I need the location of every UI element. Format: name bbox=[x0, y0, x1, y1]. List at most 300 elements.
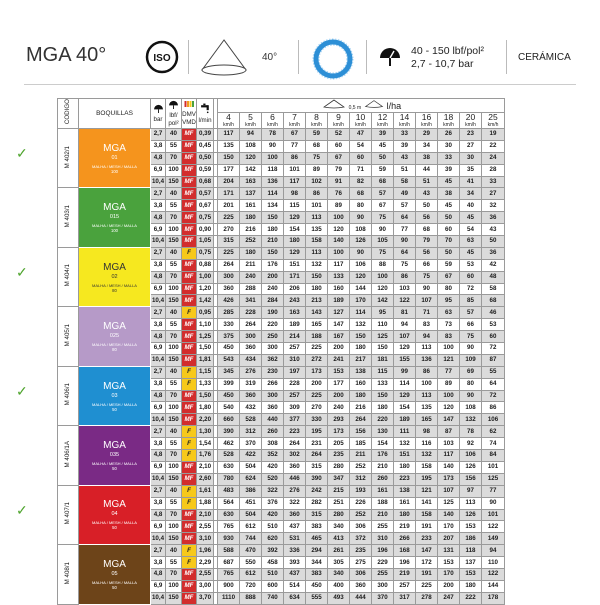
lha-value: 210 bbox=[372, 461, 394, 473]
lha-value: 352 bbox=[262, 450, 284, 462]
lha-value: 176 bbox=[262, 259, 284, 271]
flow-lmin: 0,45 bbox=[197, 140, 214, 152]
lha-value: 620 bbox=[262, 533, 284, 545]
lha-value: 66 bbox=[416, 259, 438, 271]
lha-value: 564 bbox=[218, 497, 240, 509]
lha-value: 34 bbox=[460, 188, 482, 200]
lha-value: 231 bbox=[306, 438, 328, 450]
lha-value: 40 bbox=[460, 200, 482, 212]
speed-col-12 bbox=[372, 113, 394, 129]
lha-value: 154 bbox=[394, 402, 416, 414]
lha-value: 504 bbox=[240, 461, 262, 473]
lha-value: 114 bbox=[394, 378, 416, 390]
lha-value: 276 bbox=[240, 366, 262, 378]
lha-value: 144 bbox=[482, 580, 505, 592]
lha-value: 377 bbox=[284, 414, 306, 426]
speed-col-10 bbox=[350, 113, 372, 129]
lha-value: 191 bbox=[416, 568, 438, 580]
mesh-label: MALHA / MESH / MALLA bbox=[92, 342, 137, 348]
nozzle-code: M 406/1 bbox=[58, 366, 79, 425]
lha-value: 493 bbox=[328, 592, 350, 604]
droplet-class: F bbox=[182, 545, 197, 557]
lha-value: 322 bbox=[284, 497, 306, 509]
lha-value: 434 bbox=[240, 354, 262, 366]
lha-value: 634 bbox=[284, 592, 306, 604]
lha-value: 58 bbox=[482, 283, 505, 295]
lha-value: 84 bbox=[482, 450, 505, 462]
pressure-gauge-icon bbox=[153, 104, 164, 113]
nozzle-number: 035 bbox=[109, 451, 120, 458]
lha-value: 446 bbox=[284, 473, 306, 485]
lha-value: 127 bbox=[328, 307, 350, 319]
lha-value: 180 bbox=[350, 343, 372, 355]
lha-value: 150 bbox=[218, 152, 240, 164]
table-row bbox=[58, 366, 505, 378]
lha-value: 134 bbox=[262, 200, 284, 212]
lha-value: 264 bbox=[240, 319, 262, 331]
pressure-lbf: 55 bbox=[166, 438, 182, 450]
lha-value: 210 bbox=[262, 236, 284, 248]
col-lmin: l/min bbox=[197, 99, 214, 129]
nozzle-name: MGA bbox=[103, 499, 126, 511]
droplet-class: MF bbox=[182, 152, 197, 164]
nozzle-code: M 406/1A bbox=[58, 426, 79, 485]
lha-value: 108 bbox=[350, 224, 372, 236]
flow-lmin: 0,88 bbox=[197, 259, 214, 271]
nozzle-name: MGA bbox=[103, 380, 126, 392]
droplet-class: F bbox=[182, 438, 197, 450]
speed-unit: km/h bbox=[399, 122, 410, 128]
speed-col-6 bbox=[262, 113, 284, 129]
lha-value: 161 bbox=[372, 485, 394, 497]
droplet-class: MF bbox=[182, 533, 197, 545]
nozzle-number: 02 bbox=[111, 273, 118, 280]
lha-value: 141 bbox=[416, 497, 438, 509]
lha-value: 214 bbox=[284, 331, 306, 343]
lha-value: 82 bbox=[350, 176, 372, 188]
pressure-bar: 3,8 bbox=[151, 140, 166, 152]
lha-value: 90 bbox=[350, 247, 372, 259]
lha-value: 225 bbox=[306, 390, 328, 402]
flow-lmin: 2,55 bbox=[197, 521, 214, 533]
lha-value: 78 bbox=[460, 426, 482, 438]
pressure-lbf: 40 bbox=[166, 426, 182, 438]
lha-value: 315 bbox=[218, 236, 240, 248]
lha-value: 180 bbox=[240, 247, 262, 259]
mesh-label: MALHA / MESH / MALLA bbox=[92, 520, 137, 526]
flow-lmin: 1,50 bbox=[197, 343, 214, 355]
lha-value: 180 bbox=[460, 580, 482, 592]
droplet-class: MF bbox=[182, 188, 197, 200]
lha-value: 122 bbox=[482, 521, 505, 533]
lha-value: 294 bbox=[306, 545, 328, 557]
pressure-lbf: 40 bbox=[166, 188, 182, 200]
lha-value: 80 bbox=[438, 283, 460, 295]
nozzle-number: 015 bbox=[109, 214, 120, 221]
lha-value: 310 bbox=[284, 354, 306, 366]
lha-value: 44 bbox=[416, 164, 438, 176]
lha-value: 95 bbox=[372, 307, 394, 319]
droplet-class: MF bbox=[182, 129, 197, 141]
lha-value: 100 bbox=[328, 212, 350, 224]
pressure-lbf: 150 bbox=[166, 295, 182, 307]
speed-col-25 bbox=[482, 113, 505, 129]
lha-value: 206 bbox=[284, 283, 306, 295]
lha-value: 450 bbox=[218, 343, 240, 355]
lha-value: 250 bbox=[262, 331, 284, 343]
lha-value: 94 bbox=[240, 129, 262, 141]
lha-value: 196 bbox=[372, 545, 394, 557]
lha-value: 543 bbox=[218, 354, 240, 366]
lha-value: 77 bbox=[482, 485, 505, 497]
lha-value: 1110 bbox=[218, 592, 240, 604]
lha-value: 220 bbox=[262, 319, 284, 331]
lha-value: 170 bbox=[350, 295, 372, 307]
lha-value: 315 bbox=[306, 509, 328, 521]
speed-unit: km/h bbox=[443, 122, 454, 128]
droplet-class: MF bbox=[182, 164, 197, 176]
lha-value: 132 bbox=[350, 319, 372, 331]
lha-value: 35 bbox=[460, 164, 482, 176]
nozzle-name: MGA bbox=[103, 439, 126, 451]
pressure-lbf: 55 bbox=[166, 319, 182, 331]
lha-value: 118 bbox=[262, 164, 284, 176]
lha-value: 280 bbox=[328, 461, 350, 473]
lha-value: 78 bbox=[262, 129, 284, 141]
pressure-bar: 3,8 bbox=[151, 497, 166, 509]
lha-value: 195 bbox=[306, 426, 328, 438]
droplet-class: MF bbox=[182, 402, 197, 414]
lha-value: 68 bbox=[372, 176, 394, 188]
material-label: CERÁMICA bbox=[518, 52, 571, 63]
lha-value: 142 bbox=[240, 164, 262, 176]
lha-value: 340 bbox=[328, 521, 350, 533]
lha-value: 216 bbox=[350, 402, 372, 414]
lha-value: 170 bbox=[438, 521, 460, 533]
divider bbox=[366, 40, 367, 74]
flow-lmin: 3,10 bbox=[197, 533, 214, 545]
lha-value: 45 bbox=[460, 212, 482, 224]
mesh-label: MALHA / MESH / MALLA bbox=[92, 579, 137, 585]
speed-col-14 bbox=[394, 113, 416, 129]
lha-value: 630 bbox=[218, 509, 240, 521]
lha-value: 360 bbox=[284, 509, 306, 521]
lha-value: 24 bbox=[482, 152, 505, 164]
lha-value: 270 bbox=[218, 224, 240, 236]
pressure-bar: 3,8 bbox=[151, 438, 166, 450]
lha-value: 161 bbox=[394, 497, 416, 509]
flow-lmin: 1,96 bbox=[197, 545, 214, 557]
lha-value: 154 bbox=[372, 438, 394, 450]
droplet-class: MF bbox=[182, 271, 197, 283]
lha-value: 88 bbox=[372, 259, 394, 271]
pressure-bar: 4,8 bbox=[151, 331, 166, 343]
lha-value: 458 bbox=[262, 557, 284, 569]
lha-value: 63 bbox=[438, 307, 460, 319]
lha-value: 426 bbox=[218, 295, 240, 307]
pressure-bar: 10,4 bbox=[151, 414, 166, 426]
flow-lmin: 0,75 bbox=[197, 212, 214, 224]
droplet-class: MF bbox=[182, 236, 197, 248]
lha-value: 217 bbox=[350, 354, 372, 366]
nozzle-code: M 403/1 bbox=[58, 188, 79, 247]
lha-value: 312 bbox=[350, 473, 372, 485]
lha-value: 216 bbox=[240, 224, 262, 236]
lha-value: 76 bbox=[328, 188, 350, 200]
lha-value: 930 bbox=[218, 533, 240, 545]
lha-value: 79 bbox=[416, 236, 438, 248]
lha-value: 437 bbox=[284, 521, 306, 533]
lha-value: 285 bbox=[218, 307, 240, 319]
lha-value: 555 bbox=[306, 592, 328, 604]
flow-lmin: 0,59 bbox=[197, 164, 214, 176]
table-row bbox=[58, 307, 505, 319]
lha-value: 276 bbox=[284, 485, 306, 497]
lha-value: 612 bbox=[240, 521, 262, 533]
lha-value: 64 bbox=[482, 378, 505, 390]
lha-value: 195 bbox=[416, 473, 438, 485]
nozzle-number: 05 bbox=[111, 570, 118, 577]
lha-value: 111 bbox=[394, 426, 416, 438]
lha-value: 100 bbox=[372, 271, 394, 283]
col-bar: bar bbox=[151, 99, 166, 129]
droplet-class: F bbox=[182, 366, 197, 378]
droplet-class: MF bbox=[182, 319, 197, 331]
flow-lmin: 1,00 bbox=[197, 271, 214, 283]
lha-value: 185 bbox=[350, 438, 372, 450]
lha-value: 53 bbox=[482, 319, 505, 331]
col-codigo: CÓDIGO bbox=[58, 99, 79, 129]
lha-value: 504 bbox=[240, 509, 262, 521]
lha-value: 86 bbox=[284, 152, 306, 164]
mesh-label: MALHA / MESH / MALLA bbox=[92, 401, 137, 407]
pressure-lbf: 100 bbox=[166, 164, 182, 176]
lha-value: 528 bbox=[218, 450, 240, 462]
lha-value: 156 bbox=[350, 426, 372, 438]
lha-value: 107 bbox=[394, 331, 416, 343]
flow-lmin: 0,68 bbox=[197, 176, 214, 188]
speed-col-5 bbox=[240, 113, 262, 129]
lha-value: 137 bbox=[460, 557, 482, 569]
pressure-bar: 3,8 bbox=[151, 378, 166, 390]
droplet-class: MF bbox=[182, 568, 197, 580]
droplet-class: F bbox=[182, 485, 197, 497]
pressure-bar: 2,7 bbox=[151, 307, 166, 319]
nozzle-swatch bbox=[79, 485, 151, 544]
lha-value: 106 bbox=[482, 414, 505, 426]
lha-value: 765 bbox=[218, 521, 240, 533]
lha-value: 58 bbox=[394, 176, 416, 188]
lha-value: 87 bbox=[438, 426, 460, 438]
lha-value: 147 bbox=[416, 545, 438, 557]
pressure-bar: 4,8 bbox=[151, 212, 166, 224]
mesh-number: 80 bbox=[112, 347, 117, 353]
lha-value: 376 bbox=[262, 497, 284, 509]
lha-value: 110 bbox=[372, 319, 394, 331]
lha-value: 514 bbox=[284, 580, 306, 592]
nozzle-name: MGA bbox=[103, 321, 126, 333]
pressure-bar: 3,8 bbox=[151, 259, 166, 271]
lha-value: 105 bbox=[372, 236, 394, 248]
lha-value: 122 bbox=[482, 568, 505, 580]
lha-value: 390 bbox=[218, 426, 240, 438]
pressure-bar: 6,9 bbox=[151, 164, 166, 176]
lha-value: 49 bbox=[394, 188, 416, 200]
lha-value: 56 bbox=[416, 247, 438, 259]
lha-value: 129 bbox=[284, 247, 306, 259]
droplet-class: MF bbox=[182, 140, 197, 152]
lha-value: 172 bbox=[416, 557, 438, 569]
lha-value: 393 bbox=[284, 557, 306, 569]
pressure-lbf: 55 bbox=[166, 140, 182, 152]
lha-value: 132 bbox=[306, 259, 328, 271]
lha-value: 86 bbox=[482, 402, 505, 414]
lha-value: 90 bbox=[394, 236, 416, 248]
lha-value: 121 bbox=[438, 354, 460, 366]
pressure-bar: 3,8 bbox=[151, 200, 166, 212]
lha-value: 151 bbox=[394, 450, 416, 462]
lha-value: 106 bbox=[350, 259, 372, 271]
pressure-bar: 4,8 bbox=[151, 271, 166, 283]
lha-value: 114 bbox=[262, 188, 284, 200]
lha-value: 150 bbox=[372, 343, 394, 355]
lha-value: 278 bbox=[416, 592, 438, 604]
lha-value: 41 bbox=[460, 176, 482, 188]
lha-value: 59 bbox=[438, 259, 460, 271]
lha-value: 588 bbox=[218, 545, 240, 557]
mesh-label: MALHA / MESH / MALLA bbox=[92, 163, 137, 169]
speed-unit: km/h bbox=[355, 122, 366, 128]
flow-lmin: 2,60 bbox=[197, 473, 214, 485]
lha-value: 47 bbox=[350, 129, 372, 141]
pressure-bar: 10,4 bbox=[151, 236, 166, 248]
lha-value: 282 bbox=[306, 497, 328, 509]
lha-value: 113 bbox=[416, 390, 438, 402]
lha-value: 151 bbox=[284, 259, 306, 271]
lha-value: 86 bbox=[416, 366, 438, 378]
lha-value: 101 bbox=[482, 509, 505, 521]
speed-unit: km/h bbox=[245, 122, 256, 128]
pressure-lbf: 100 bbox=[166, 224, 182, 236]
lha-value: 200 bbox=[262, 271, 284, 283]
lha-value: 173 bbox=[438, 473, 460, 485]
pressure-lbf: 100 bbox=[166, 461, 182, 473]
nozzle-swatch bbox=[79, 188, 151, 247]
droplet-class: MF bbox=[182, 509, 197, 521]
lha-value: 255 bbox=[372, 568, 394, 580]
lha-value: 308 bbox=[262, 438, 284, 450]
droplet-class: MF bbox=[182, 521, 197, 533]
speed-unit: km/h bbox=[421, 122, 432, 128]
lha-value: 306 bbox=[350, 521, 372, 533]
droplet-class: MF bbox=[182, 224, 197, 236]
lha-value: 550 bbox=[240, 557, 262, 569]
lha-value: 483 bbox=[218, 485, 240, 497]
lha-value: 64 bbox=[394, 212, 416, 224]
flow-lmin: 0,39 bbox=[197, 129, 214, 141]
pressure-bar: 3,8 bbox=[151, 557, 166, 569]
lha-value: 167 bbox=[328, 331, 350, 343]
pressure-lbf: 100 bbox=[166, 283, 182, 295]
lha-value: 284 bbox=[262, 295, 284, 307]
lha-value: 100 bbox=[416, 378, 438, 390]
lha-value: 90 bbox=[460, 343, 482, 355]
lha-value: 117 bbox=[218, 129, 240, 141]
lha-value: 90 bbox=[482, 497, 505, 509]
lha-value: 77 bbox=[438, 366, 460, 378]
nozzle-code: M 407/1 bbox=[58, 485, 79, 544]
lha-value: 241 bbox=[328, 354, 350, 366]
lha-value: 272 bbox=[306, 354, 328, 366]
lha-value: 312 bbox=[240, 426, 262, 438]
flow-lmin: 1,54 bbox=[197, 438, 214, 450]
lha-value: 213 bbox=[306, 295, 328, 307]
lha-value: 29 bbox=[416, 129, 438, 141]
lha-value: 420 bbox=[262, 509, 284, 521]
check-icon: ✓ bbox=[16, 501, 28, 518]
lha-value: 173 bbox=[328, 426, 350, 438]
lha-value: 89 bbox=[306, 164, 328, 176]
lha-value: 90 bbox=[350, 212, 372, 224]
lha-value: 420 bbox=[262, 461, 284, 473]
lha-value: 196 bbox=[394, 557, 416, 569]
lha-value: 383 bbox=[306, 521, 328, 533]
iso-label: ISO bbox=[153, 53, 171, 64]
flow-lmin: 1,30 bbox=[197, 426, 214, 438]
lha-value: 132 bbox=[394, 438, 416, 450]
lha-value: 86 bbox=[306, 188, 328, 200]
lha-value: 235 bbox=[328, 450, 350, 462]
flow-lmin: 2,29 bbox=[197, 557, 214, 569]
lha-value: 115 bbox=[372, 366, 394, 378]
lha-value: 43 bbox=[482, 224, 505, 236]
lha-value: 181 bbox=[372, 354, 394, 366]
lha-value: 70 bbox=[438, 236, 460, 248]
lha-value: 235 bbox=[350, 545, 372, 557]
lha-value: 83 bbox=[416, 319, 438, 331]
droplet-class: F bbox=[182, 450, 197, 462]
lha-value: 345 bbox=[218, 366, 240, 378]
droplet-class: F bbox=[182, 497, 197, 509]
speed-value: 20 bbox=[465, 112, 476, 122]
check-icon: ✓ bbox=[16, 144, 28, 161]
mesh-number: 100 bbox=[111, 168, 118, 174]
lha-value: 71 bbox=[350, 164, 372, 176]
speed-unit: km/h bbox=[311, 122, 322, 128]
lha-value: 45 bbox=[372, 140, 394, 152]
lha-value: 230 bbox=[262, 366, 284, 378]
lha-value: 120 bbox=[240, 152, 262, 164]
col-boquillas: BOQUILLAS bbox=[79, 99, 151, 129]
lha-value: 219 bbox=[394, 568, 416, 580]
lha-value: 87 bbox=[482, 354, 505, 366]
nozzle-code: M 402/1 bbox=[58, 129, 79, 188]
droplet-class: F bbox=[182, 557, 197, 569]
lha-value: 129 bbox=[284, 212, 306, 224]
lha-value: 52 bbox=[328, 129, 350, 141]
table-row bbox=[58, 129, 505, 141]
speed-unit: km/h bbox=[333, 122, 344, 128]
nozzle-name: MGA bbox=[103, 202, 126, 214]
lha-value: 687 bbox=[218, 557, 240, 569]
lha-value: 60 bbox=[438, 224, 460, 236]
lha-value: 264 bbox=[306, 450, 328, 462]
lha-value: 260 bbox=[372, 473, 394, 485]
lha-value: 68 bbox=[306, 140, 328, 152]
lha-value: 75 bbox=[416, 271, 438, 283]
lha-value: 19 bbox=[482, 129, 505, 141]
lha-value: 163 bbox=[284, 307, 306, 319]
